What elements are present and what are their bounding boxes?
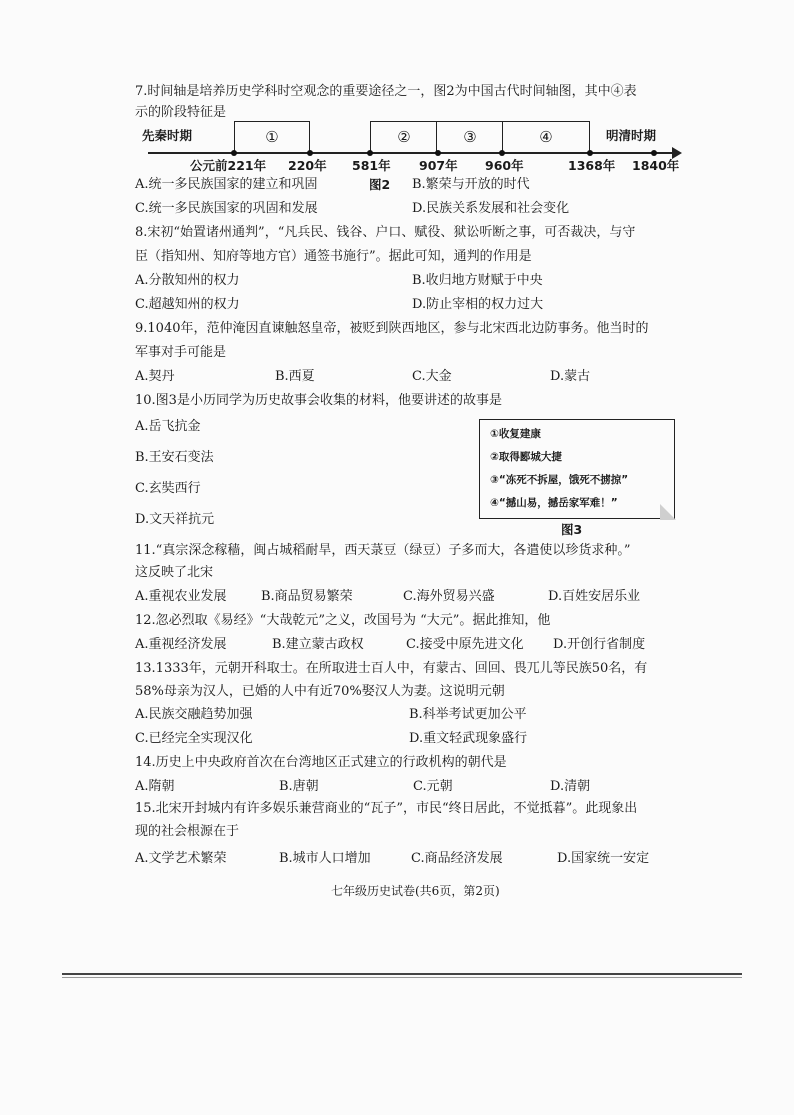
figure-3-item: ②取得郾城大捷 [490,451,562,463]
q14-option-b[interactable]: B.唐朝 [279,779,319,794]
q14-option-d[interactable]: D.清朝 [550,779,591,794]
q14-option-c[interactable]: C.元朝 [413,779,453,794]
timeline-box-2: ② [370,121,438,153]
q13-option-d[interactable]: D.重文轻武现象盛行 [409,731,528,746]
q8-stem-line1: 8.宋初“始置诸州通判”，“凡兵民、钱谷、户口、赋役、狱讼听断之事，可否裁决，与守 [135,225,636,240]
q11-option-d[interactable]: D.百姓安居乐业 [548,589,641,604]
q11-option-a[interactable]: A.重视农业发展 [135,589,227,604]
timeline-box-1: ① [234,121,310,153]
q11-option-c[interactable]: C.海外贸易兴盛 [403,589,495,604]
q12-stem: 12.忽必烈取《易经》“大哉乾元”之义，改国号为 “大元”。据此推知，他 [135,613,551,628]
q8-option-a[interactable]: A.分散知州的权力 [135,273,240,288]
q10-option-c[interactable]: C.玄奘西行 [135,481,201,496]
figure-3-item: ③“冻死不拆屋，饿死不掳掠” [490,474,629,486]
q14-stem: 14.历史上中央政府首次在台湾地区正式建立的行政机构的朝代是 [135,755,507,770]
timeline-axis [148,152,674,154]
q7-option-d[interactable]: D.民族关系发展和社会变化 [412,201,570,216]
q15-option-c[interactable]: C.商品经济发展 [411,851,503,866]
figure-3-caption: 图3 [561,522,583,537]
q10-stem: 10.图3是小历同学为历史故事会收集的材料，他要讲述的故事是 [135,393,502,408]
timeline-box-3: ③ [436,121,504,153]
timeline-right-label: 明清时期 [606,128,657,143]
q11-stem-line2: 这反映了北宋 [135,565,214,580]
timeline-tick-label: 960年 [485,158,524,173]
figure-3-item: ①收复建康 [490,428,541,440]
q13-option-c[interactable]: C.已经完全实现汉化 [135,731,253,746]
q13-stem-line1: 13.1333年，元朝开科取士。在所取进士百人中，有蒙古、回回、畏兀儿等民族50名，有 [135,661,648,676]
q15-option-d[interactable]: D.国家统一安定 [557,851,650,866]
timeline-tick-label: 1368年 [568,158,616,173]
q12-option-d[interactable]: D.开创行省制度 [553,637,646,652]
q13-stem-line2: 58%母亲为汉人，已婚的人中有近70%娶汉人为妻。这说明元朝 [135,684,505,699]
page-footer: 七年级历史试卷(共6页，第2页) [331,884,500,898]
q12-option-a[interactable]: A.重视经济发展 [135,637,227,652]
timeline-box-4: ④ [502,121,590,153]
q12-option-c[interactable]: C.接受中原先进文化 [406,637,524,652]
timeline-tick-label: 1840年 [632,158,680,173]
q15-option-b[interactable]: B.城市人口增加 [279,851,371,866]
q15-option-a[interactable]: A.文学艺术繁荣 [135,851,227,866]
q9-option-a[interactable]: A.契丹 [135,369,175,384]
q7-stem-line2: 示的阶段特征是 [135,105,227,120]
q8-option-b[interactable]: B.收归地方财赋于中央 [412,273,543,288]
timeline-left-label: 先秦时期 [142,128,193,143]
q10-option-d[interactable]: D.文天祥抗元 [135,512,215,527]
q10-option-b[interactable]: B.王安石变法 [135,450,214,465]
figure-3-card [479,419,675,519]
timeline-tick-label: 907年 [419,158,458,173]
q8-stem-line2: 臣（指知州、知府等地方官）通签书施行”。据此可知，通判的作用是 [135,249,532,264]
figure-3-item: ④“撼山易，撼岳家军难！” [490,497,618,509]
timeline-tick-label: 公元前221年 [190,158,267,173]
figure-2-caption: 图2 [369,177,391,192]
q9-option-b[interactable]: B.西夏 [275,369,315,384]
q10-option-a[interactable]: A.岳飞抗金 [135,419,201,434]
q7-option-b[interactable]: B.繁荣与开放的时代 [412,177,530,192]
q15-stem-line2: 现的社会根源在于 [135,824,240,839]
page-fold-icon [660,504,676,520]
q8-option-c[interactable]: C.超越知州的权力 [135,297,240,312]
q12-option-b[interactable]: B.建立蒙古政权 [272,637,364,652]
q7-option-a[interactable]: A.统一多民族国家的建立和巩固 [135,177,318,192]
q9-option-c[interactable]: C.大金 [412,369,452,384]
timeline-tick-label: 220年 [288,158,327,173]
q13-option-a[interactable]: A.民族交融趋势加强 [135,707,253,722]
q7-option-c[interactable]: C.统一多民族国家的巩固和发展 [135,201,318,216]
q11-option-b[interactable]: B.商品贸易繁荣 [261,589,353,604]
q14-option-a[interactable]: A.隋朝 [135,779,175,794]
q15-stem-line1: 15.北宋开封城内有许多娱乐兼营商业的“瓦子”，市民“终日居此，不觉抵暮”。此现象出 [135,801,638,816]
q9-stem-line1: 9.1040年，范仲淹因直谏触怒皇帝，被贬到陕西地区，参与北宋西北边防事务。他当时的 [135,321,649,336]
q13-option-b[interactable]: B.科举考试更加公平 [409,707,527,722]
divider [62,977,742,978]
q11-stem-line1: 11.“真宗深念稼穑，闽占城稻耐旱，西天菉豆（绿豆）子多而大，各遣使以珍货求种。” [135,543,631,558]
divider [62,973,742,975]
q8-option-d[interactable]: D.防止宰相的权力过大 [412,297,544,312]
q9-option-d[interactable]: D.蒙古 [550,369,591,384]
q7-stem-line1: 7.时间轴是培养历史学科时空观念的重要途径之一，图2为中国古代时间轴图，其中④表 [135,84,637,99]
q9-stem-line2: 军事对手可能是 [135,345,227,360]
timeline-tick-label: 581年 [352,158,391,173]
